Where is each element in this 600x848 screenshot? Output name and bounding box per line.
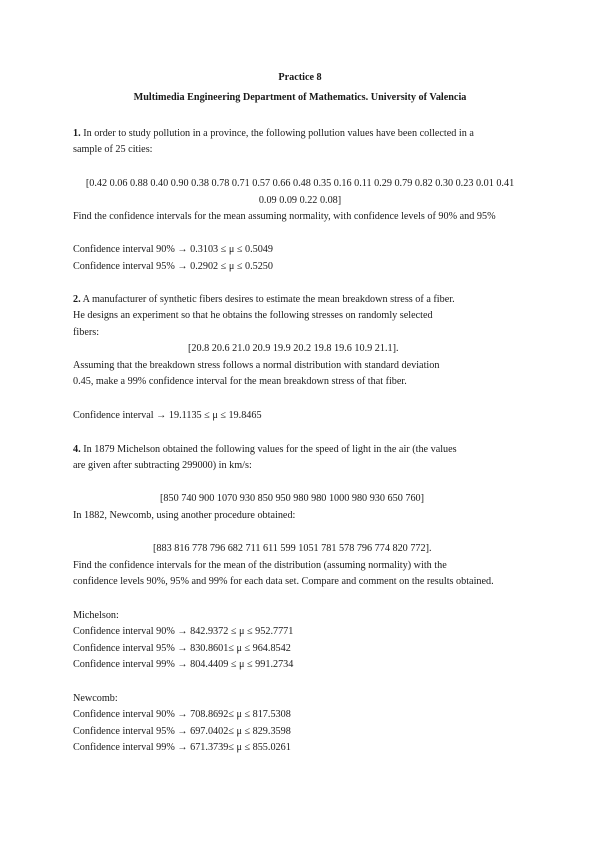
- problem-1-answer-95: Confidence interval 95% → 0.2902 ≤ μ ≤ 0.5250: [73, 261, 273, 272]
- problem-4-line-4: Find the confidence intervals for the mean of the distribution (assuming normality) with the: [73, 560, 447, 571]
- problem-2-answer: Confidence interval → 19.1135 ≤ μ ≤ 19.8465: [73, 410, 262, 421]
- michelson-answer-90: Confidence interval 90% → 842.9372 ≤ μ ≤ 952.7771: [73, 626, 294, 637]
- problem-2-line-1: 2. A manufacturer of synthetic fibers desires to estimate the mean breakdown stress of a fiber.: [73, 294, 455, 305]
- michelson-label: Michelson:: [73, 610, 119, 621]
- problem-2-line-3: fibers:: [73, 327, 100, 338]
- problem-2-line-4: Assuming that the breakdown stress follows a normal distribution with standard deviation: [73, 360, 440, 371]
- problem-1-data-line-1: [0.42 0.06 0.88 0.40 0.90 0.38 0.78 0.71 0.57 0.66 0.48 0.35 0.16 0.11 0.29 0.79 0.82 0.30 0.23 0.01 0.41: [85, 178, 515, 189]
- problem-2-number: 2.: [73, 294, 81, 305]
- problem-2-line-2: He designs an experiment so that he obtains the following stresses on randomly selected: [73, 310, 433, 321]
- problem-1-question: Find the confidence intervals for the mean assuming normality, with confidence levels of 90% and 95%: [73, 211, 496, 222]
- newcomb-answer-90: Confidence interval 90% → 708.8692≤ μ ≤ 817.5308: [73, 709, 291, 720]
- problem-4-line-5: confidence levels 90%, 95% and 99% for each data set. Compare and comment on the results obtained.: [73, 576, 494, 587]
- problem-1-intro-line-1: 1. In order to study pollution in a province, the following pollution values have been collected in a: [73, 128, 474, 139]
- problem-1-number: 1.: [73, 128, 81, 139]
- problem-1-answer-90: Confidence interval 90% → 0.3103 ≤ μ ≤ 0.5049: [73, 244, 273, 255]
- michelson-answer-99: Confidence interval 99% → 804.4409 ≤ μ ≤ 991.2734: [73, 659, 294, 670]
- problem-1-data-line-2: 0.09 0.09 0.22 0.08]: [258, 195, 342, 206]
- newcomb-answer-99: Confidence interval 99% → 671.3739≤ μ ≤ 855.0261: [73, 742, 291, 753]
- newcomb-answer-95: Confidence interval 95% → 697.0402≤ μ ≤ 829.3598: [73, 726, 291, 737]
- problem-4-line-3: In 1882, Newcomb, using another procedure obtained:: [73, 510, 296, 521]
- problem-2-data: [20.8 20.6 21.0 20.9 19.9 20.2 19.8 19.6 10.9 21.1].: [188, 343, 399, 354]
- problem-2-line-5: 0.45, make a 99% confidence interval for the mean breakdown stress of that fiber.: [73, 376, 407, 387]
- michelson-answer-95: Confidence interval 95% → 830.8601≤ μ ≤ 964.8542: [73, 643, 291, 654]
- michelson-data: [850 740 900 1070 930 850 950 980 980 1000 980 930 650 760]: [160, 493, 425, 504]
- page-title: Practice 8: [278, 72, 322, 83]
- problem-1-intro-line-2: sample of 25 cities:: [73, 144, 153, 155]
- page-subtitle: Multimedia Engineering Department of Mathematics. University of Valencia: [133, 92, 467, 103]
- newcomb-data: [883 816 778 796 682 711 611 599 1051 781 578 796 774 820 772].: [153, 543, 432, 554]
- problem-4-line-2: are given after subtracting 299000) in km/s:: [73, 460, 252, 471]
- problem-4-line-1: 4. In 1879 Michelson obtained the following values for the speed of light in the air (the values: [73, 444, 457, 455]
- newcomb-label: Newcomb:: [73, 693, 118, 704]
- problem-4-number: 4.: [73, 444, 81, 455]
